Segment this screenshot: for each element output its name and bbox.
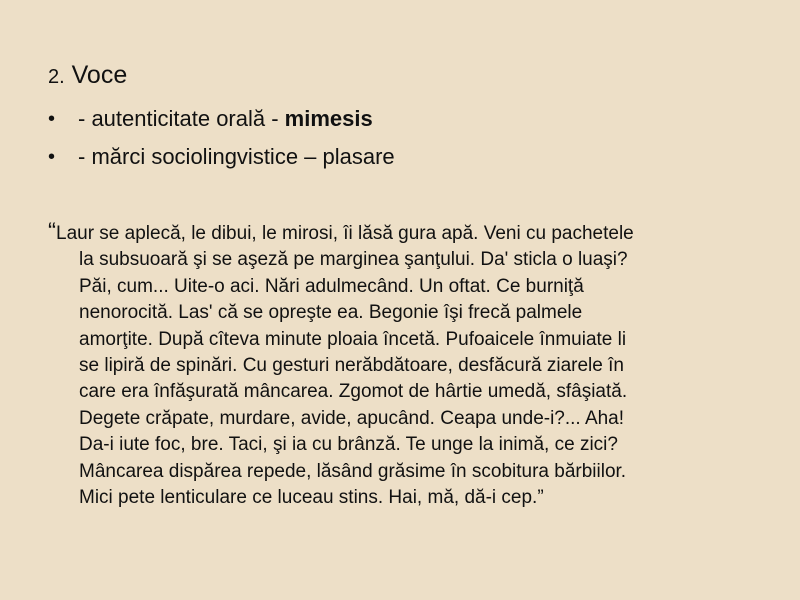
bullet-list	[48, 100, 395, 176]
opening-quote-mark: “	[48, 218, 56, 245]
bullet-item-autenticitate	[48, 100, 395, 138]
quote-line: nenorocită. Las' că se opreşte ea. Begonie îşi frecă palmele	[79, 302, 583, 324]
quote-line: Degete crăpate, murdare, avide, apucând. Ceapa unde-i?... Aha!	[79, 407, 625, 429]
quote-line: la subsuoară şi se aşeză pe marginea şanţului. Da' sticla o luaşi?	[79, 249, 628, 271]
bullet-marker: •	[48, 146, 56, 168]
section-heading	[48, 59, 127, 93]
quote-passage	[48, 219, 768, 511]
bullet-marker: •	[48, 108, 56, 130]
section-number: 2.	[48, 66, 65, 88]
bullet-text: - mărci sociolingvistice – plasare	[78, 144, 395, 169]
bullet-item-marci	[48, 138, 395, 176]
quote-line: Păi, cum... Uite-o aci. Nări adulmecând. Un oftat. Ce burniţă	[79, 275, 584, 297]
bullet-text: - autenticitate orală -	[78, 106, 285, 131]
quote-line: amorţite. După cîteva minute ploaia încetă. Pufoaicele înmuiate li	[79, 328, 627, 350]
section-title: Voce	[71, 61, 128, 89]
quote-line: Mici pete lenticulare ce luceau stins. Hai, mă, dă-i cep.”	[79, 487, 544, 509]
quote-line: se lipiră de spinări. Cu gesturi nerăbdătoare, desfăcură ziarele în	[79, 355, 624, 377]
quote-line: Mâncarea dispărea repede, lăsând grăsime în scobitura bărbiilor.	[79, 460, 627, 482]
bullet-emphasis: mimesis	[284, 106, 373, 131]
quote-line: care era înfăşurată mâncarea. Zgomot de hârtie umedă, sfâşiată.	[79, 381, 628, 403]
quote-line-text: Laur se aplecă, le dibui, le mirosi, îi lăsă gura apă. Veni cu pachetele	[56, 223, 634, 244]
quote-line	[48, 219, 768, 247]
quote-line: Da-i iute foc, bre. Taci, şi ia cu brânză. Te unge la inimă, ce zici?	[79, 434, 618, 456]
